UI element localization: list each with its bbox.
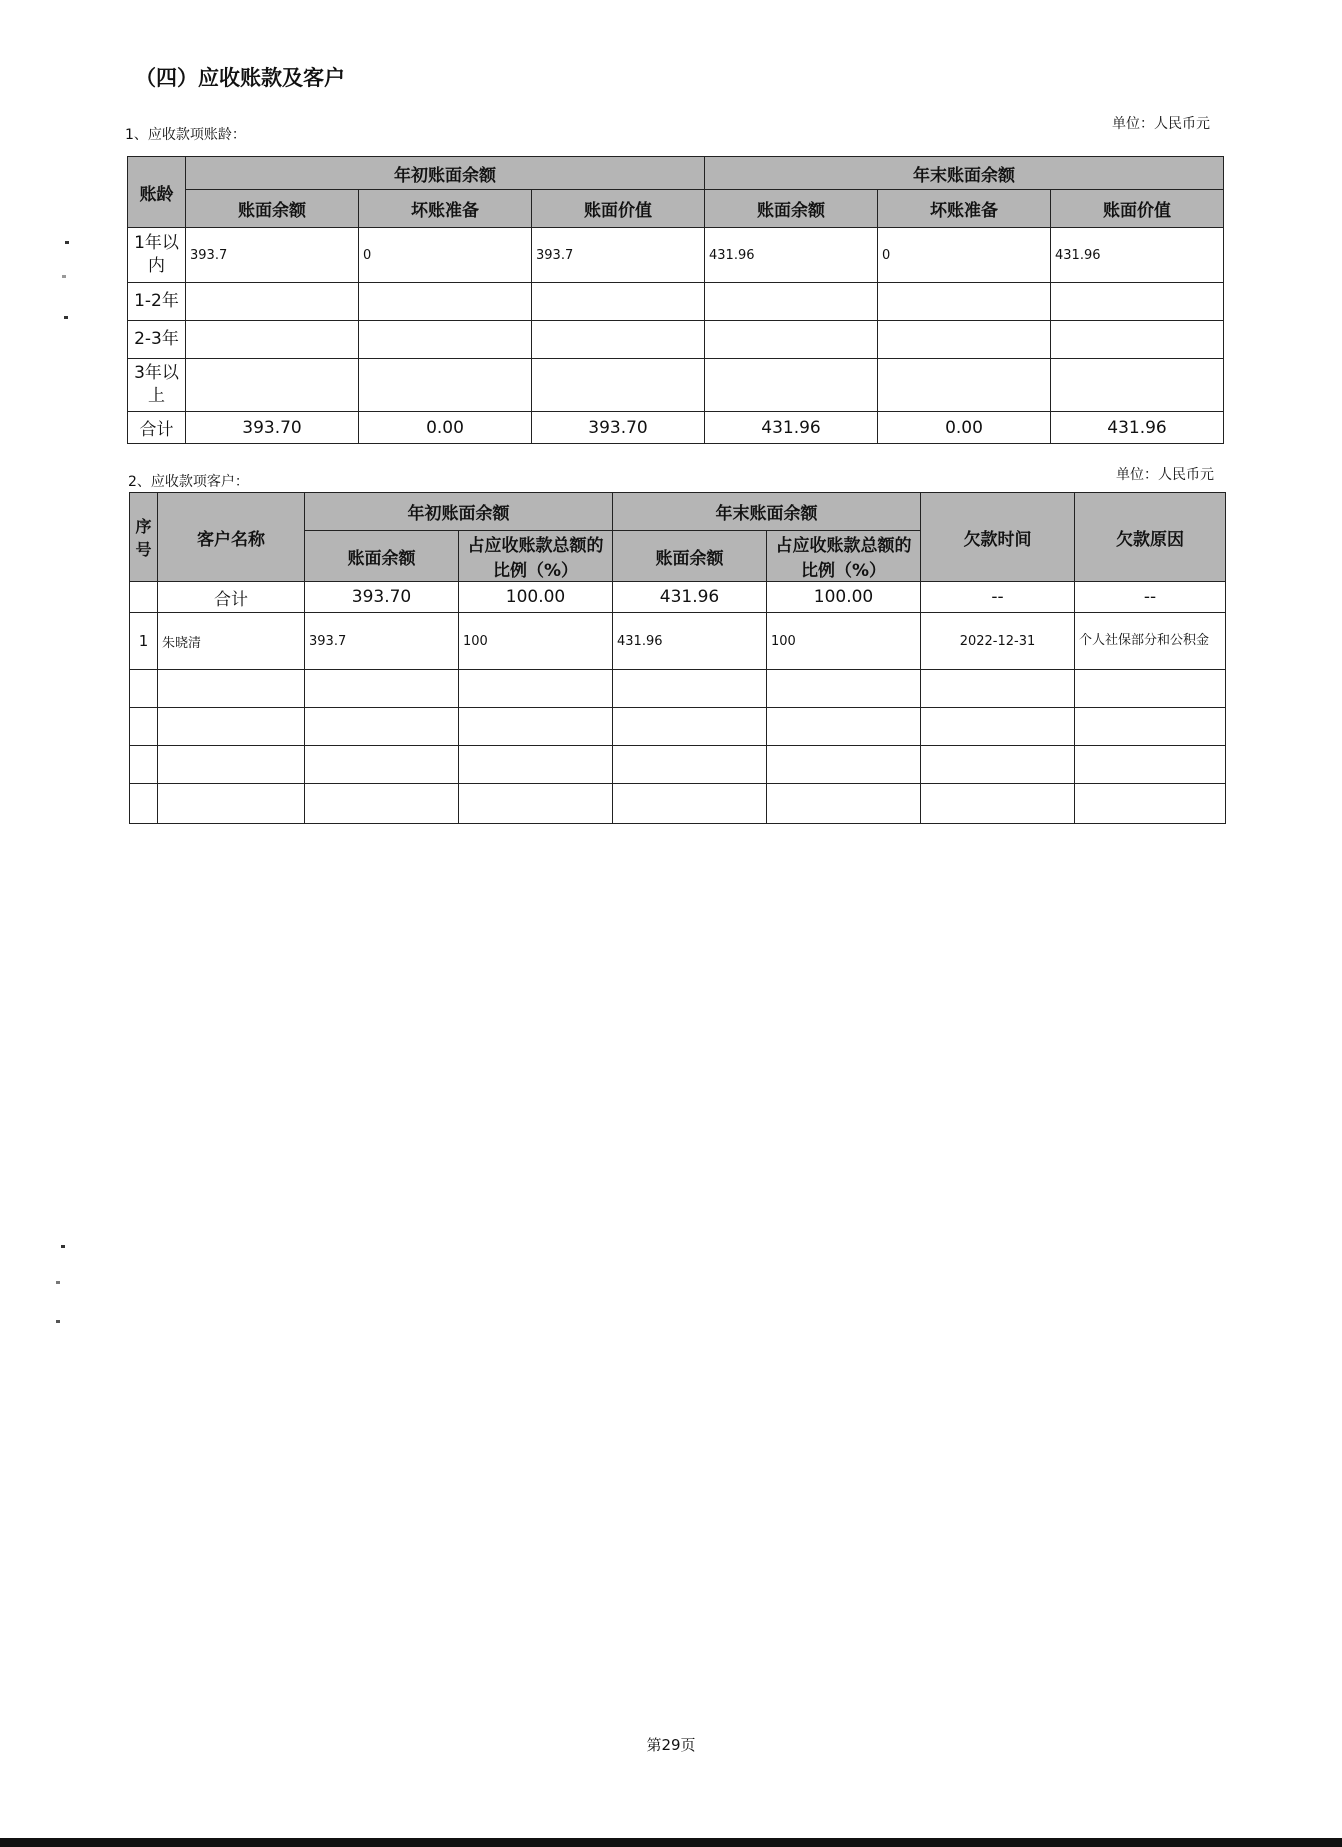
table-row	[130, 613, 1226, 670]
scan-speck	[65, 241, 69, 244]
aging-col-header: 账面余额	[186, 190, 359, 228]
cell: 393.7	[186, 228, 359, 283]
cell: 393.7	[532, 228, 705, 283]
seq-cell	[130, 708, 158, 746]
table-row	[130, 670, 1226, 708]
customers-unit: 单位：人民币元	[1116, 467, 1214, 483]
scan-speck	[62, 275, 66, 278]
customers-group-end: 年末账面余额	[613, 493, 921, 531]
table-row	[128, 321, 1224, 359]
total-cell: 431.96	[705, 412, 878, 444]
cell	[878, 359, 1051, 412]
customer-name	[158, 784, 305, 824]
end-balance-header: 账面余额	[613, 531, 767, 582]
cell	[921, 708, 1075, 746]
begin-balance-header: 账面余额	[305, 531, 459, 582]
cell	[878, 321, 1051, 359]
customer-name	[158, 708, 305, 746]
cell: 个人社保部分和公积金	[1075, 613, 1226, 670]
cell	[1051, 321, 1224, 359]
time-header: 欠款时间	[921, 493, 1075, 582]
seq-cell	[130, 746, 158, 784]
cell: 393.7	[305, 613, 459, 670]
scan-edge-bar	[0, 1838, 1342, 1847]
seq-header: 序号	[130, 493, 158, 582]
cell	[767, 708, 921, 746]
scan-speck	[61, 1245, 65, 1248]
page-number: 第29页	[646, 1736, 696, 1754]
cell: 431.96	[613, 613, 767, 670]
cell	[767, 746, 921, 784]
total-cell: 431.96	[1051, 412, 1224, 444]
cell	[613, 708, 767, 746]
age-label: 1-2年	[128, 283, 186, 321]
aging-col-header: 坏账准备	[878, 190, 1051, 228]
cell	[705, 283, 878, 321]
cell	[1075, 670, 1226, 708]
cell	[459, 670, 613, 708]
age-label: 1年以内	[128, 228, 186, 283]
cell	[186, 321, 359, 359]
cell	[359, 283, 532, 321]
cell	[921, 746, 1075, 784]
total-row	[130, 582, 1226, 613]
aging-col-header: 账面余额	[705, 190, 878, 228]
cell	[767, 670, 921, 708]
aging-table	[127, 156, 1224, 444]
cell	[359, 321, 532, 359]
total-cell: --	[1075, 582, 1226, 613]
scan-speck	[64, 316, 68, 319]
total-cell: 100.00	[767, 582, 921, 613]
section-title: （四）应收账款及客户	[135, 66, 345, 90]
aging-group-end: 年末账面余额	[705, 157, 1224, 190]
cell	[1051, 359, 1224, 412]
scan-speck	[56, 1320, 60, 1323]
name-header: 客户名称	[158, 493, 305, 582]
aging-group-begin: 年初账面余额	[186, 157, 705, 190]
scan-speck	[56, 1281, 60, 1284]
cell	[613, 784, 767, 824]
begin-ratio-header: 占应收账款总额的比例（%）	[459, 531, 613, 582]
cell	[305, 784, 459, 824]
cell	[186, 359, 359, 412]
total-cell: 0.00	[359, 412, 532, 444]
cell	[613, 746, 767, 784]
total-cell: 431.96	[613, 582, 767, 613]
cell	[1051, 283, 1224, 321]
total-label: 合计	[128, 412, 186, 444]
total-cell: --	[921, 582, 1075, 613]
cell	[532, 283, 705, 321]
cell: 431.96	[705, 228, 878, 283]
cell	[921, 784, 1075, 824]
cell	[1075, 746, 1226, 784]
seq-cell	[130, 670, 158, 708]
customer-name: 朱晓清	[158, 613, 305, 670]
cell	[1075, 784, 1226, 824]
end-ratio-header: 占应收账款总额的比例（%）	[767, 531, 921, 582]
seq-cell	[130, 784, 158, 824]
cell	[705, 321, 878, 359]
table-row	[130, 784, 1226, 824]
cell	[305, 708, 459, 746]
customer-name	[158, 746, 305, 784]
total-cell: 393.70	[532, 412, 705, 444]
table-row	[130, 708, 1226, 746]
table-row	[128, 283, 1224, 321]
customer-name	[158, 670, 305, 708]
cell: 100	[767, 613, 921, 670]
total-cell: 393.70	[186, 412, 359, 444]
cell	[921, 670, 1075, 708]
cell	[878, 283, 1051, 321]
table-row	[128, 228, 1224, 283]
cell: 2022-12-31	[921, 613, 1075, 670]
customers-group-begin: 年初账面余额	[305, 493, 613, 531]
customers-heading: 2、应收款项客户：	[128, 474, 249, 490]
aging-unit: 单位：人民币元	[1112, 116, 1210, 132]
cell	[186, 283, 359, 321]
cell: 431.96	[1051, 228, 1224, 283]
total-row	[128, 412, 1224, 444]
age-label: 3年以上	[128, 359, 186, 412]
cell	[459, 746, 613, 784]
total-cell: 0.00	[878, 412, 1051, 444]
age-label: 2-3年	[128, 321, 186, 359]
cell	[305, 746, 459, 784]
table-row	[130, 746, 1226, 784]
aging-col-header: 账面价值	[1051, 190, 1224, 228]
reason-header: 欠款原因	[1075, 493, 1226, 582]
cell: 0	[359, 228, 532, 283]
cell	[459, 784, 613, 824]
aging-col-header: 账面价值	[532, 190, 705, 228]
total-label: 合计	[158, 582, 305, 613]
cell: 0	[878, 228, 1051, 283]
cell	[459, 708, 613, 746]
cell	[532, 359, 705, 412]
cell	[305, 670, 459, 708]
cell	[1075, 708, 1226, 746]
table-row	[128, 359, 1224, 412]
aging-heading: 1、应收款项账龄：	[125, 127, 246, 143]
seq-cell: 1	[130, 613, 158, 670]
aging-age-header: 账龄	[128, 157, 186, 228]
total-cell: 100.00	[459, 582, 613, 613]
customers-table	[129, 492, 1226, 824]
total-cell: 393.70	[305, 582, 459, 613]
cell: 100	[459, 613, 613, 670]
aging-col-header: 坏账准备	[359, 190, 532, 228]
cell	[359, 359, 532, 412]
cell	[613, 670, 767, 708]
cell	[532, 321, 705, 359]
cell	[705, 359, 878, 412]
cell	[767, 784, 921, 824]
